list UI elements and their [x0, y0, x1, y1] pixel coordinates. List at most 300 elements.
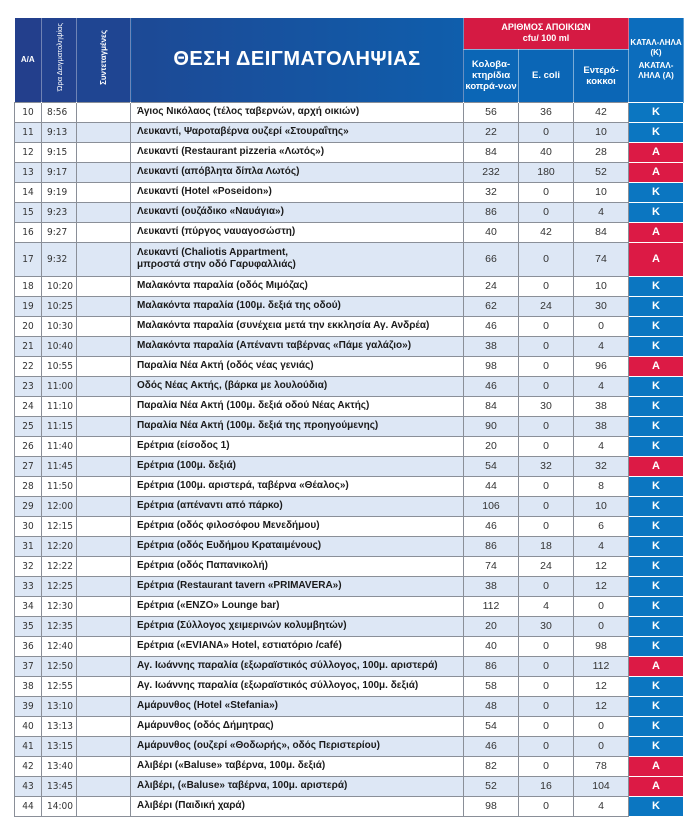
status-unsuitable-legend: ΑΚΑΤΑΛ-ΛΗΛΑ (Α): [638, 61, 674, 81]
enterococci-count: 4: [574, 202, 629, 222]
row-number: 24: [15, 396, 42, 416]
enterococci-count: 28: [574, 142, 629, 162]
coordinates: [77, 656, 131, 676]
row-number: 32: [15, 556, 42, 576]
sampling-time: 13:45: [42, 776, 77, 796]
sampling-time: 11:50: [42, 476, 77, 496]
sampling-location: Ερέτρια (100μ. αριστερά, ταβέρνα «Θέαλος»): [131, 476, 464, 496]
sampling-location-line2: μπροστά στην οδό Γαρυφαλλιάς): [137, 259, 296, 270]
ecoli-count: 0: [519, 716, 574, 736]
status-badge: Κ: [629, 696, 684, 716]
fecal-coliforms-count: 86: [464, 536, 519, 556]
sampling-time: 9:32: [42, 242, 77, 276]
sampling-time: 13:40: [42, 756, 77, 776]
sampling-time: 10:20: [42, 276, 77, 296]
enterococci-count: 10: [574, 276, 629, 296]
row-number: 25: [15, 416, 42, 436]
status-badge: Α: [629, 162, 684, 182]
fecal-coliforms-count: 46: [464, 516, 519, 536]
table-row: [15, 476, 684, 496]
status-badge: Κ: [629, 396, 684, 416]
enterococci-count: 10: [574, 122, 629, 142]
status-badge: Α: [629, 756, 684, 776]
coordinates: [77, 356, 131, 376]
fecal-coliforms-count: 40: [464, 222, 519, 242]
coordinates: [77, 716, 131, 736]
sampling-location: Παραλία Νέα Ακτή (οδός νέας γενιάς): [131, 356, 464, 376]
colony-count-title: ΑΡΙΘΜΟΣ ΑΠΟΙΚΙΩΝ: [501, 22, 591, 33]
row-number: 41: [15, 736, 42, 756]
status-badge: Κ: [629, 536, 684, 556]
coordinates: [77, 796, 131, 816]
enterococci-count: 78: [574, 756, 629, 776]
header-fecal-coliforms: Κολοβα-κτηρίδια κοπρά-νων: [464, 49, 519, 102]
table-row: [15, 756, 684, 776]
status-badge: Α: [629, 242, 684, 276]
enterococci-count: 0: [574, 596, 629, 616]
row-number: 30: [15, 516, 42, 536]
enterococci-count: 32: [574, 456, 629, 476]
header-colony-count-group: [464, 18, 629, 49]
enterococci-count: 6: [574, 516, 629, 536]
sampling-time: 11:10: [42, 396, 77, 416]
fecal-coliforms-count: 32: [464, 182, 519, 202]
sampling-location: Ερέτρια (Σύλλογος χειμερινών κολυμβητών): [131, 616, 464, 636]
sampling-time: 10:40: [42, 336, 77, 356]
row-number: 15: [15, 202, 42, 222]
fecal-coliforms-count: 56: [464, 102, 519, 122]
coordinates: [77, 102, 131, 122]
status-badge: Κ: [629, 556, 684, 576]
table-row: [15, 276, 684, 296]
enterococci-count: 42: [574, 102, 629, 122]
ecoli-count: 32: [519, 456, 574, 476]
ecoli-count: 0: [519, 636, 574, 656]
sampling-time: 10:30: [42, 316, 77, 336]
sampling-location: Λευκαντί, Ψαροταβέρνα ουζερί «Στουραΐτης»: [131, 122, 464, 142]
coordinates: [77, 162, 131, 182]
table-row: [15, 736, 684, 756]
enterococci-count: 12: [574, 676, 629, 696]
row-number: 12: [15, 142, 42, 162]
sampling-location: Άγιος Νικόλαος (τέλος ταβερνών, αρχή οικιών): [131, 102, 464, 122]
enterococci-count: 4: [574, 336, 629, 356]
fecal-coliforms-count: 52: [464, 776, 519, 796]
sampling-time: 12:55: [42, 676, 77, 696]
coordinates: [77, 202, 131, 222]
table-row: [15, 336, 684, 356]
enterococci-count: 0: [574, 716, 629, 736]
coordinates: [77, 122, 131, 142]
fecal-coliforms-count: 86: [464, 202, 519, 222]
sampling-location: Αγ. Ιωάννης παραλία (εξωραϊστικός σύλλογος, 100μ. δεξιά): [131, 676, 464, 696]
table-row: [15, 202, 684, 222]
ecoli-count: 0: [519, 356, 574, 376]
enterococci-count: 98: [574, 636, 629, 656]
sampling-location: Λευκαντί (απόβλητα δίπλα Λωτός): [131, 162, 464, 182]
table-row: [15, 182, 684, 202]
enterococci-count: 8: [574, 476, 629, 496]
enterococci-count: 112: [574, 656, 629, 676]
status-badge: Α: [629, 776, 684, 796]
ecoli-count: 0: [519, 516, 574, 536]
sampling-time: 14:00: [42, 796, 77, 816]
row-number: 21: [15, 336, 42, 356]
sampling-location: [131, 242, 464, 276]
table-row: [15, 122, 684, 142]
fecal-coliforms-count: 84: [464, 142, 519, 162]
sampling-results-sheet: [14, 18, 683, 817]
fecal-coliforms-count: 82: [464, 756, 519, 776]
fecal-coliforms-count: 98: [464, 356, 519, 376]
coordinates: [77, 696, 131, 716]
coordinates: [77, 676, 131, 696]
ecoli-count: 0: [519, 122, 574, 142]
fecal-coliforms-count: 46: [464, 376, 519, 396]
ecoli-count: 40: [519, 142, 574, 162]
row-number: 22: [15, 356, 42, 376]
fecal-coliforms-count: 232: [464, 162, 519, 182]
row-number: 27: [15, 456, 42, 476]
table-row: [15, 676, 684, 696]
sampling-time: 11:45: [42, 456, 77, 476]
table-row: [15, 242, 684, 276]
row-number: 31: [15, 536, 42, 556]
ecoli-count: 0: [519, 496, 574, 516]
sampling-time: 12:25: [42, 576, 77, 596]
status-badge: Α: [629, 142, 684, 162]
table-row: [15, 396, 684, 416]
row-number: 33: [15, 576, 42, 596]
sampling-location: Παραλία Νέα Ακτή (100μ. δεξιά οδού Νέας Ακτής): [131, 396, 464, 416]
sampling-time: 11:40: [42, 436, 77, 456]
status-badge: Κ: [629, 416, 684, 436]
sampling-time: 12:00: [42, 496, 77, 516]
sampling-time: 9:13: [42, 122, 77, 142]
row-number: 26: [15, 436, 42, 456]
sampling-location-line1: Λευκαντί (Chaliotis Appartment,: [137, 247, 289, 258]
coordinates: [77, 736, 131, 756]
sampling-location: Αμάρυνθος (ουζερί «Θοδωρής», οδός Περιστερίου): [131, 736, 464, 756]
table-row: [15, 296, 684, 316]
coordinates: [77, 516, 131, 536]
row-number: 44: [15, 796, 42, 816]
ecoli-count: 16: [519, 776, 574, 796]
table-row: [15, 576, 684, 596]
status-badge: Κ: [629, 636, 684, 656]
sampling-location: Ερέτρια (100μ. δεξιά): [131, 456, 464, 476]
coordinates: [77, 436, 131, 456]
sampling-time: 12:50: [42, 656, 77, 676]
enterococci-count: 96: [574, 356, 629, 376]
fecal-coliforms-count: 54: [464, 716, 519, 736]
status-badge: Κ: [629, 296, 684, 316]
fecal-coliforms-count: 90: [464, 416, 519, 436]
fecal-coliforms-count: 62: [464, 296, 519, 316]
coordinates: [77, 476, 131, 496]
fecal-coliforms-count: 46: [464, 736, 519, 756]
status-badge: Κ: [629, 496, 684, 516]
enterococci-count: 30: [574, 296, 629, 316]
header-coordinates: Συντεταγμένες: [77, 18, 131, 102]
ecoli-count: 36: [519, 102, 574, 122]
enterococci-count: 84: [574, 222, 629, 242]
sampling-time: 13:10: [42, 696, 77, 716]
table-row: [15, 436, 684, 456]
coordinates: [77, 636, 131, 656]
sampling-location: Αμάρυνθος (Hotel «Stefania»): [131, 696, 464, 716]
fecal-coliforms-count: 112: [464, 596, 519, 616]
table-row: [15, 656, 684, 676]
enterococci-count: 10: [574, 182, 629, 202]
ecoli-count: 24: [519, 556, 574, 576]
sampling-location: Μαλακόντα παραλία (100μ. δεξιά της οδού): [131, 296, 464, 316]
enterococci-count: 0: [574, 316, 629, 336]
sampling-time: 9:19: [42, 182, 77, 202]
header-enterococci: Εντερό-κοκκοι: [574, 49, 629, 102]
sampling-location: Μαλακόντα παραλία (οδός Μιμόζας): [131, 276, 464, 296]
enterococci-count: 12: [574, 556, 629, 576]
table-row: [15, 102, 684, 122]
header-ecoli: E. coli: [519, 49, 574, 102]
fecal-coliforms-count: 86: [464, 656, 519, 676]
ecoli-count: 24: [519, 296, 574, 316]
ecoli-count: 0: [519, 756, 574, 776]
sampling-location: Μαλακόντα παραλία (Απέναντι ταβέρνας «Πάμε γαλάζιο»): [131, 336, 464, 356]
coordinates: [77, 376, 131, 396]
fecal-coliforms-count: 46: [464, 316, 519, 336]
table-row: [15, 716, 684, 736]
coordinates: [77, 616, 131, 636]
status-badge: Κ: [629, 122, 684, 142]
enterococci-count: 12: [574, 696, 629, 716]
sampling-location: Αλιβέρι, («Baluse» ταβέρνα, 100μ. αριστερά): [131, 776, 464, 796]
enterococci-count: 38: [574, 416, 629, 436]
ecoli-count: 0: [519, 316, 574, 336]
status-badge: Κ: [629, 796, 684, 816]
status-badge: Κ: [629, 676, 684, 696]
status-badge: Κ: [629, 336, 684, 356]
sampling-time: 12:15: [42, 516, 77, 536]
sampling-time: 9:17: [42, 162, 77, 182]
ecoli-count: 0: [519, 696, 574, 716]
header-sampling-location: ΘΕΣΗ ΔΕΙΓΜΑΤΟΛΗΨΙΑΣ: [131, 18, 464, 102]
row-number: 19: [15, 296, 42, 316]
ecoli-count: 0: [519, 182, 574, 202]
ecoli-count: 0: [519, 676, 574, 696]
row-number: 37: [15, 656, 42, 676]
enterococci-count: 12: [574, 576, 629, 596]
header-sampling-time: Ώρα Δειγματοληψίας: [42, 18, 77, 102]
fecal-coliforms-count: 44: [464, 476, 519, 496]
sampling-location: Ερέτρια (είσοδος 1): [131, 436, 464, 456]
table-row: [15, 516, 684, 536]
ecoli-count: 0: [519, 202, 574, 222]
coordinates: [77, 316, 131, 336]
fecal-coliforms-count: 20: [464, 436, 519, 456]
coordinates: [77, 416, 131, 436]
sampling-time: 13:15: [42, 736, 77, 756]
status-badge: Κ: [629, 516, 684, 536]
sampling-location: Ερέτρια («EVIANA» Hotel, εστιατόριο /café): [131, 636, 464, 656]
coordinates: [77, 456, 131, 476]
sampling-time: 10:55: [42, 356, 77, 376]
ecoli-count: 0: [519, 796, 574, 816]
table-row: [15, 696, 684, 716]
status-badge: Κ: [629, 202, 684, 222]
enterococci-count: 4: [574, 436, 629, 456]
coordinates: [77, 536, 131, 556]
fecal-coliforms-count: 24: [464, 276, 519, 296]
sampling-time: 12:30: [42, 596, 77, 616]
table-body: [15, 102, 684, 816]
coordinates: [77, 222, 131, 242]
table-row: [15, 776, 684, 796]
fecal-coliforms-count: 54: [464, 456, 519, 476]
table-row: [15, 356, 684, 376]
table-row: [15, 142, 684, 162]
table-row: [15, 376, 684, 396]
row-number: 16: [15, 222, 42, 242]
row-number: 10: [15, 102, 42, 122]
coordinates: [77, 276, 131, 296]
table-row: [15, 456, 684, 476]
coordinates: [77, 756, 131, 776]
sampling-location: Ερέτρια (οδός Παπανικολή): [131, 556, 464, 576]
status-badge: Κ: [629, 716, 684, 736]
sampling-location: Ερέτρια (οδός Ευδήμου Κραταιμένους): [131, 536, 464, 556]
table-header: [15, 18, 684, 102]
status-badge: Κ: [629, 596, 684, 616]
sampling-time: 13:13: [42, 716, 77, 736]
status-badge: Κ: [629, 436, 684, 456]
enterococci-count: 104: [574, 776, 629, 796]
row-number: 36: [15, 636, 42, 656]
coordinates: [77, 182, 131, 202]
enterococci-count: 52: [574, 162, 629, 182]
row-number: 29: [15, 496, 42, 516]
sampling-location: Ερέτρια (οδός φιλοσόφου Μενεδήμου): [131, 516, 464, 536]
sampling-time: 12:22: [42, 556, 77, 576]
fecal-coliforms-count: 40: [464, 636, 519, 656]
coordinates: [77, 576, 131, 596]
status-badge: Κ: [629, 276, 684, 296]
row-number: 17: [15, 242, 42, 276]
ecoli-count: 0: [519, 276, 574, 296]
enterococci-count: 38: [574, 396, 629, 416]
fecal-coliforms-count: 66: [464, 242, 519, 276]
enterococci-count: 10: [574, 496, 629, 516]
fecal-coliforms-count: 20: [464, 616, 519, 636]
ecoli-count: 0: [519, 736, 574, 756]
status-badge: Κ: [629, 576, 684, 596]
fecal-coliforms-count: 84: [464, 396, 519, 416]
enterococci-count: 0: [574, 616, 629, 636]
table-row: [15, 636, 684, 656]
sampling-time: 9:27: [42, 222, 77, 242]
enterococci-count: 4: [574, 796, 629, 816]
sampling-time: 9:23: [42, 202, 77, 222]
fecal-coliforms-count: 98: [464, 796, 519, 816]
row-number: 39: [15, 696, 42, 716]
row-number: 34: [15, 596, 42, 616]
coordinates: [77, 776, 131, 796]
fecal-coliforms-count: 38: [464, 336, 519, 356]
ecoli-count: 4: [519, 596, 574, 616]
sampling-location: Ερέτρια (Restaurant tavern «PRIMAVERA»): [131, 576, 464, 596]
fecal-coliforms-count: 58: [464, 676, 519, 696]
ecoli-count: 0: [519, 436, 574, 456]
fecal-coliforms-count: 38: [464, 576, 519, 596]
sampling-location: Ερέτρια («ENZO» Lounge bar): [131, 596, 464, 616]
ecoli-count: 0: [519, 242, 574, 276]
table-row: [15, 222, 684, 242]
fecal-coliforms-count: 48: [464, 696, 519, 716]
row-number: 23: [15, 376, 42, 396]
table-row: [15, 616, 684, 636]
coordinates: [77, 496, 131, 516]
ecoli-count: 42: [519, 222, 574, 242]
colony-count-unit: cfu/ 100 ml: [522, 33, 570, 44]
row-number: 28: [15, 476, 42, 496]
row-number: 35: [15, 616, 42, 636]
coordinates: [77, 596, 131, 616]
status-badge: Κ: [629, 182, 684, 202]
fecal-coliforms-count: 74: [464, 556, 519, 576]
enterococci-count: 0: [574, 736, 629, 756]
ecoli-count: 0: [519, 336, 574, 356]
table-row: [15, 556, 684, 576]
fecal-coliforms-count: 106: [464, 496, 519, 516]
sampling-location: Μαλακόντα παραλία (συνέχεια μετά την εκκλησία Αγ. Ανδρέα): [131, 316, 464, 336]
status-badge: Κ: [629, 102, 684, 122]
sampling-location: Οδός Νέας Ακτής, (βάρκα με λουλούδια): [131, 376, 464, 396]
enterococci-count: 74: [574, 242, 629, 276]
status-badge: Κ: [629, 616, 684, 636]
status-badge: Α: [629, 456, 684, 476]
status-badge: Α: [629, 656, 684, 676]
coordinates: [77, 242, 131, 276]
sampling-location: Λευκαντί (Restaurant pizzeria «Λωτός»): [131, 142, 464, 162]
table-row: [15, 496, 684, 516]
sampling-location: Λευκαντί (Hotel «Poseidon»): [131, 182, 464, 202]
coordinates: [77, 556, 131, 576]
sampling-time: 11:15: [42, 416, 77, 436]
ecoli-count: 18: [519, 536, 574, 556]
sampling-time: 11:00: [42, 376, 77, 396]
sampling-time: 8:56: [42, 102, 77, 122]
coordinates: [77, 396, 131, 416]
ecoli-count: 30: [519, 396, 574, 416]
row-number: 11: [15, 122, 42, 142]
table-row: [15, 796, 684, 816]
table-row: [15, 316, 684, 336]
sampling-location: Αγ. Ιωάννης παραλία (εξωραϊστικός σύλλογος, 100μ. αριστερά): [131, 656, 464, 676]
status-badge: Κ: [629, 376, 684, 396]
sampling-time: 10:25: [42, 296, 77, 316]
table-row: [15, 536, 684, 556]
table-row: [15, 162, 684, 182]
status-badge: Κ: [629, 316, 684, 336]
sampling-location: Λευκαντί (ουζάδικο «Ναυάγια»): [131, 202, 464, 222]
enterococci-count: 4: [574, 536, 629, 556]
fecal-coliforms-count: 22: [464, 122, 519, 142]
sampling-location: Αμάρυνθος (οδός Δήμητρας): [131, 716, 464, 736]
sampling-results-table: [14, 18, 684, 817]
status-suitable-legend: ΚΑΤΑΛ-ΛΗΛΑ (Κ): [630, 38, 682, 58]
status-badge: Κ: [629, 736, 684, 756]
status-badge: Α: [629, 222, 684, 242]
